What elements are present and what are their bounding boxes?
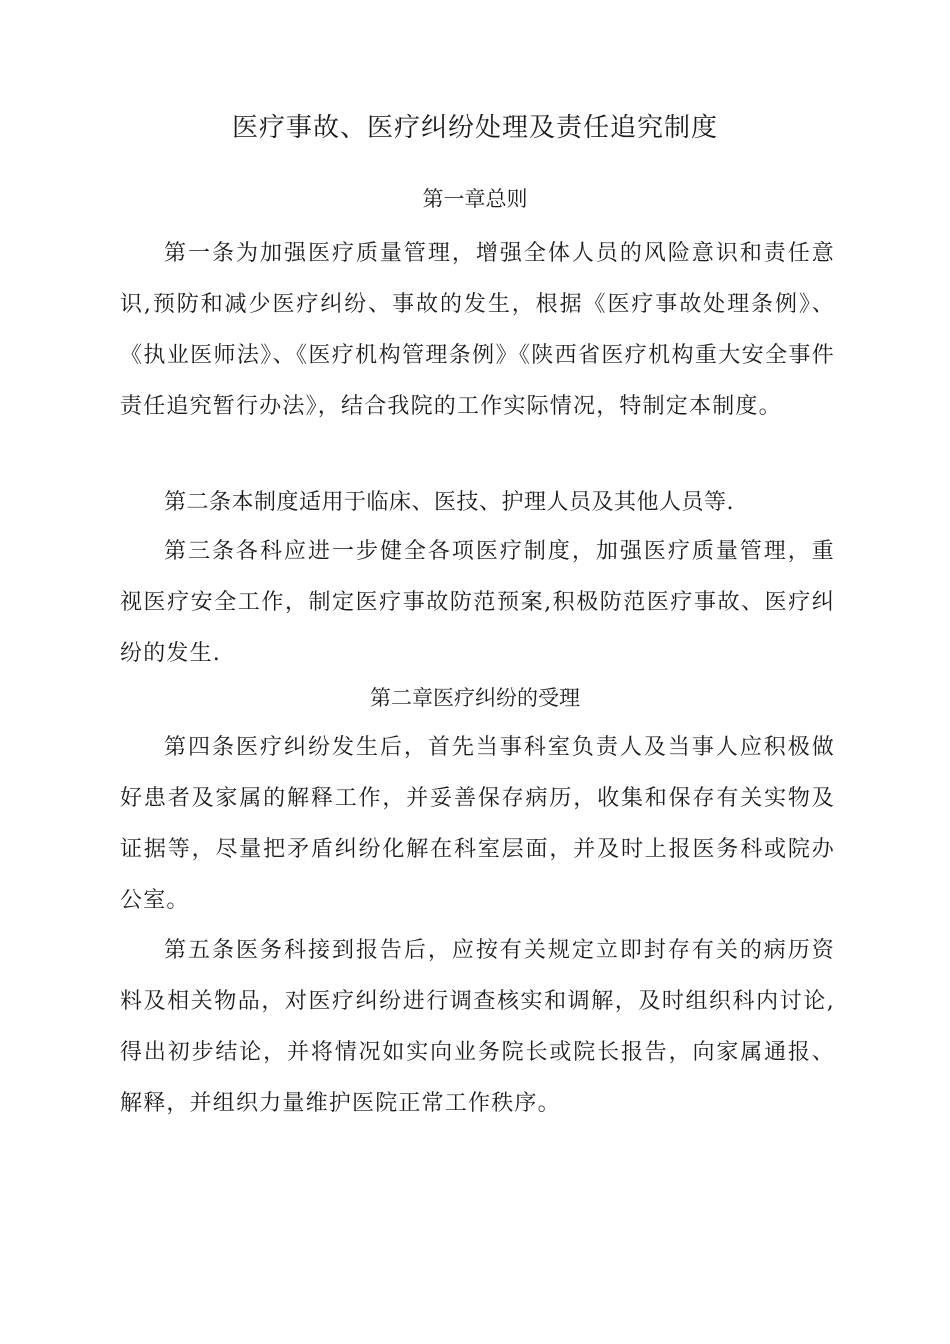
chapter-heading-2: 第二章医疗纠纷的受理 [370,686,580,710]
article-3: 第三条各科应进一步健全各项医疗制度，加强医疗质量管理，重视医疗安全工作，制定医疗事故防范预案,积极防范医疗事故、医疗纠纷的发生. [120,539,835,666]
article-2: 第二条本制度适用于临床、医技、护理人员及其他人员等. [164,490,734,515]
article-1: 第一条为加强医疗质量管理，增强全体人员的风险意识和责任意识,预防和减少医疗纠纷、事故的发生，根据《医疗事故处理条例》、《执业医师法》、《医疗机构管理条例》《陕西省医疗机构重大安全事件责任追究暂行办法》，结合我院的工作实际情况，特制定本制度。 [120,241,835,419]
document-title: 医疗事故、医疗纠纷处理及责任追究制度 [231,113,718,143]
article-5: 第五条医务科接到报告后，应按有关规定立即封存有关的病历资料及相关物品，对医疗纠纷进行调查核实和调解，及时组织科内讨论,得出初步结论，并将情况如实向业务院长或院长报告，向家属通报、解释，并组织力量维护医院正常工作秩序。 [120,938,835,1116]
article-4: 第四条医疗纠纷发生后，首先当事科室负责人及当事人应积极做好患者及家属的解释工作，并妥善保存病历，收集和保存有关实物及证据等，尽量把矛盾纠纷化解在科室层面，并及时上报医务科或院办公室。 [120,735,835,913]
chapter-heading-1: 第一章总则 [422,187,528,211]
